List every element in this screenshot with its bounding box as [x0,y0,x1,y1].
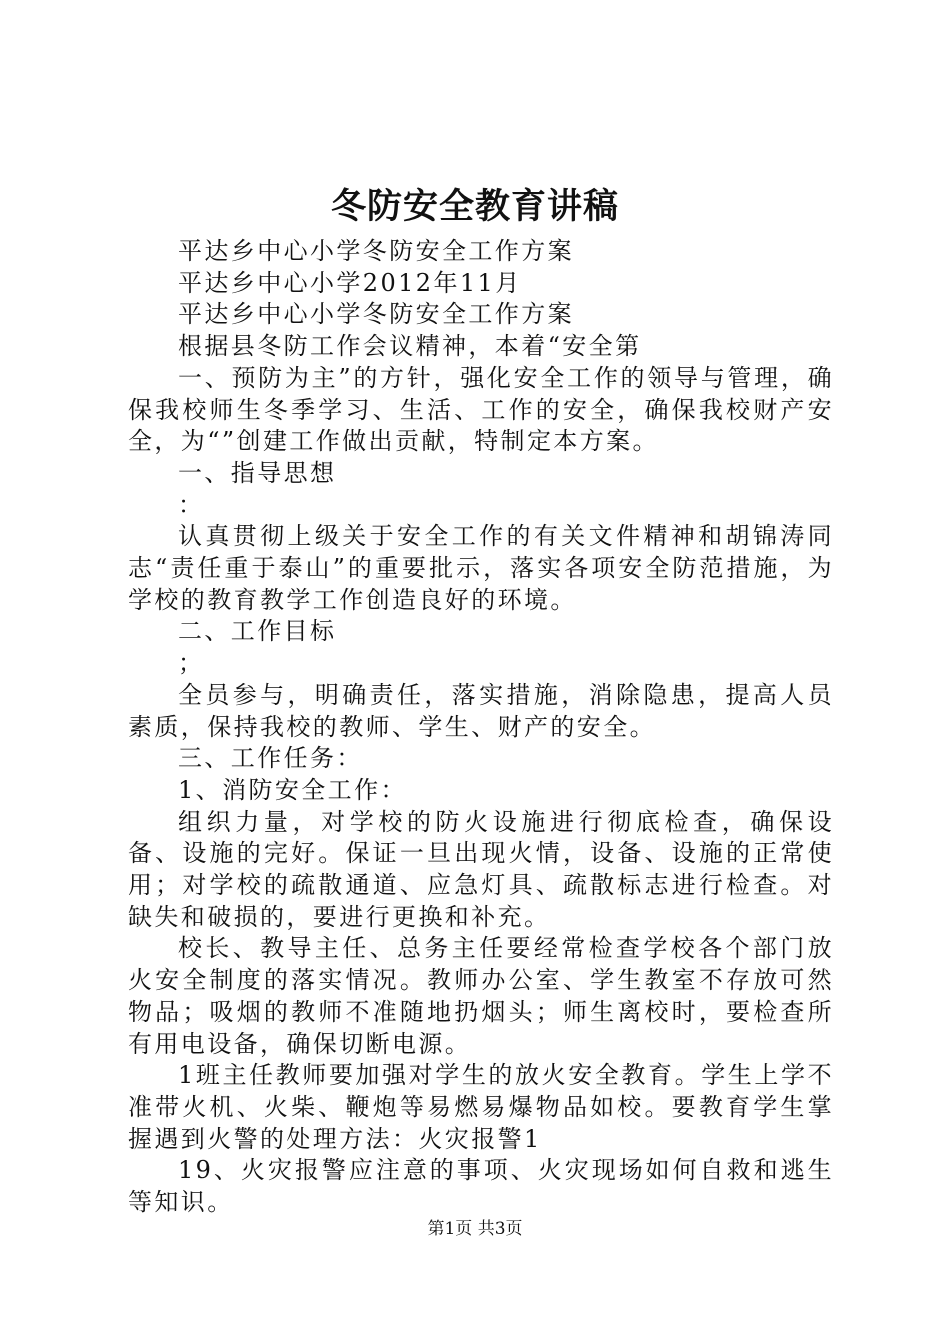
section-heading: 一、指导思想 [178,458,337,487]
document-body [128,236,834,1219]
section-heading: 二、工作目标 [178,617,337,646]
paragraph: 平达乡中心小学冬防安全工作方案 [178,237,574,265]
subsection-heading: 1、消防安全工作： [178,775,407,804]
paragraph: 认真贯彻上级关于安全工作的有关文件精神和胡锦涛同志“责任重于泰山”的重要批示，落实各项安全防范措施，为学校的教育教学工作创造良好的环境。 [128,522,834,614]
page-footer: 第1页 共3页 [427,1219,523,1239]
paragraph: 校长、教导主任、总务主任要经常检查学校各个部门放火安全制度的落实情况。教师办公室、学生教室不存放可然物品；吸烟的教师不准随地扔烟头；师生离校时，要检查所有用电设备，确保切断电源。 [128,934,834,1058]
paragraph: 一、预防为主”的方针，强化安全工作的领导与管理，确保我校师生冬季学习、生活、工作的安全，确保我校财产安全，为“”创建工作做出贡献，特制定本方案。 [128,363,834,456]
paragraph: 全员参与，明确责任，落实措施，消除隐患，提高人员素质，保持我校的教师、学生、财产的安全。 [128,680,834,741]
paragraph: 19、火灾报警应注意的事项、火灾现场如何自救和逃生等知识。 [128,1156,834,1217]
paragraph: 根据县冬防工作会议精神，本着“安全第 [178,332,642,361]
section-heading: 三、工作任务： [178,744,363,773]
document-title: 冬防安全教育讲稿 [330,186,619,227]
paragraph: ： [178,490,205,519]
paragraph: 1班主任教师要加强对学生的放火安全教育。学生上学不准带火机、火柴、鞭炮等易燃易爆物品如校。要教育学生掌握遇到火警的处理方法：火灾报警1 [128,1061,834,1153]
paragraph: 组织力量，对学校的防火设施进行彻底检查，确保设备、设施的完好。保证一旦出现火情，设备、设施的正常使用；对学校的疏散通道、应急灯具、疏散标志进行检查。对缺失和破损的，要进行更换和补充。 [128,807,834,931]
paragraph: 平达乡中心小学冬防安全工作方案 [178,300,574,329]
paragraph: 平达乡中心小学2012年11月 [178,268,522,297]
paragraph: ； [178,649,205,678]
